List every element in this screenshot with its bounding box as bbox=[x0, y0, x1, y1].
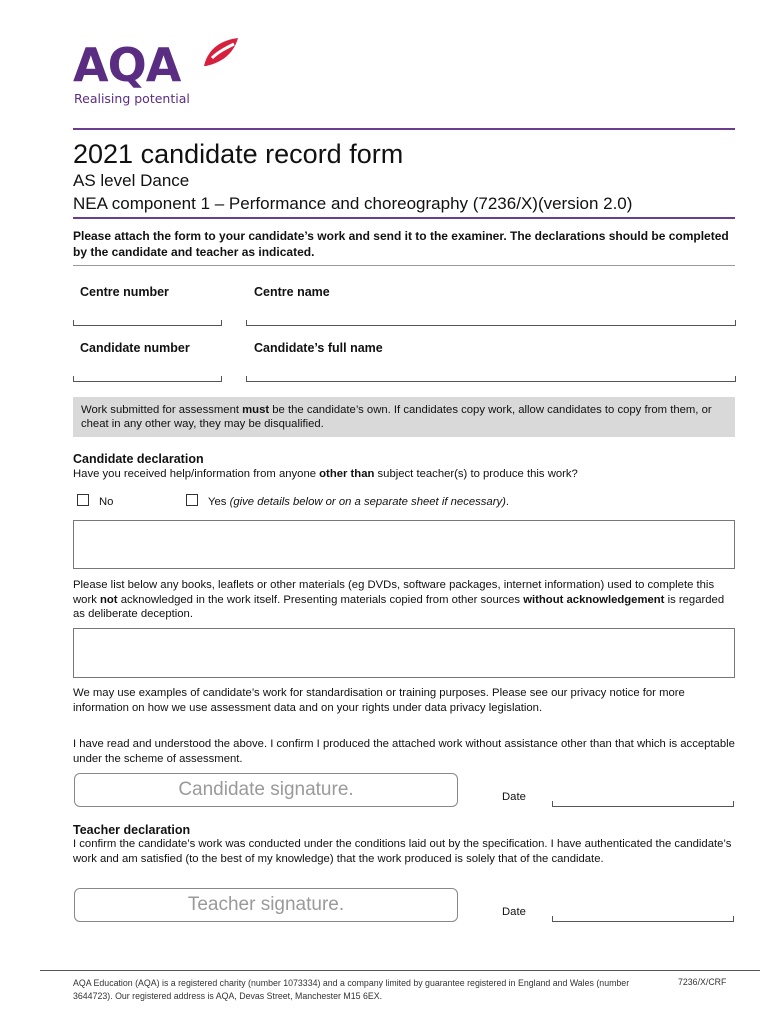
aqa-logo-text: AQA bbox=[73, 38, 181, 92]
instructions-rule bbox=[73, 265, 735, 266]
centre-name-label: Centre name bbox=[254, 285, 330, 299]
centre-number-field[interactable] bbox=[73, 320, 222, 326]
candidate-confirmation: I have read and understood the above. I confirm I produced the attached work without assistance other than that which is acceptable under the scheme of assessment. bbox=[73, 738, 735, 765]
teacher-declaration-text: I confirm the candidate’s work was conducted under the conditions laid out by the specification. I have authenticated the candidate’s work and am satisfied (to the best of my knowledge) that the work produced is solely that of the candidate. bbox=[73, 838, 732, 865]
footer-form-code: 7236/X/CRF bbox=[678, 977, 727, 987]
candidate-declaration-heading: Candidate declaration bbox=[73, 452, 204, 466]
candidate-name-field[interactable] bbox=[246, 376, 736, 382]
candidate-date-field[interactable] bbox=[552, 801, 734, 807]
help-question bbox=[73, 467, 735, 482]
help-question-text-1: Have you received help/information from anyone bbox=[73, 468, 320, 480]
header-bottom-rule bbox=[73, 217, 735, 219]
teacher-signature-field[interactable]: Teacher signature. bbox=[74, 888, 458, 922]
help-question-bold: other than bbox=[319, 468, 375, 480]
form-instructions: Please attach the form to your candidate’s work and send it to the examiner. The declarations should be completed by the candidate and teacher as indicated. bbox=[73, 229, 729, 259]
help-details-textbox[interactable] bbox=[73, 520, 735, 569]
help-question-text-2: subject teacher(s) to produce this work? bbox=[374, 468, 578, 480]
yes-option-end: . bbox=[505, 496, 510, 508]
candidate-date-label: Date bbox=[502, 791, 526, 803]
materials-textbox[interactable] bbox=[73, 628, 735, 678]
centre-number-label: Centre number bbox=[80, 285, 169, 299]
materials-instructions bbox=[73, 578, 735, 622]
materials-text-2: acknowledged in the work itself. Presenting materials copied from other sources bbox=[117, 593, 524, 606]
form-subtitle-component: NEA component 1 – Performance and choreography (7236/X)(version 2.0) bbox=[73, 194, 633, 213]
notice-text-1: Work submitted for assessment bbox=[81, 404, 243, 416]
yes-option-note: (give details below or on a separate sheet if necessary) bbox=[229, 496, 506, 508]
yes-checkbox[interactable] bbox=[186, 494, 198, 506]
materials-bold-1: not bbox=[100, 593, 118, 606]
candidate-number-label: Candidate number bbox=[80, 341, 190, 355]
teacher-date-field[interactable] bbox=[552, 916, 734, 922]
logo-tagline: Realising potential bbox=[74, 91, 190, 106]
malpractice-notice bbox=[73, 397, 735, 437]
yes-option-label bbox=[208, 495, 728, 510]
candidate-number-field[interactable] bbox=[73, 376, 222, 382]
form-subtitle-qualification: AS level Dance bbox=[73, 171, 190, 190]
privacy-statement: We may use examples of candidate’s work for standardisation or training purposes. Please see our privacy notice for more information on how we use assessment data and on your rights under data privacy legislation. bbox=[73, 687, 685, 714]
header-top-rule bbox=[73, 128, 735, 130]
no-checkbox[interactable] bbox=[77, 494, 89, 506]
no-option-label: No bbox=[99, 496, 114, 508]
candidate-name-label: Candidate’s full name bbox=[254, 341, 383, 355]
materials-text-1: Please list below any books, leaflets or other materials (eg DVDs, software packages, internet information) used to complete this work bbox=[73, 579, 715, 606]
yes-option-text: Yes bbox=[208, 496, 230, 508]
teacher-declaration-heading: Teacher declaration bbox=[73, 823, 191, 837]
materials-bold-2: without acknowledgement bbox=[523, 593, 665, 606]
notice-text-bold: must bbox=[242, 404, 270, 416]
footer-legal-text: AQA Education (AQA) is a registered charity (number 1073334) and a company limited by guarantee registered in England and Wales (number 3644723). Our registered address is AQA, Devas Street, Manchester M15 6EX. bbox=[73, 978, 630, 1001]
form-title: 2021 candidate record form bbox=[73, 139, 404, 169]
notice-text-2: be the candidate’s own. If candidates copy work, allow candidates to copy from them, or cheat in any other way, they may be disqualified. bbox=[81, 404, 712, 430]
aqa-logo-mark-icon bbox=[198, 36, 240, 75]
materials-text-3: is regarded as deliberate deception. bbox=[73, 593, 725, 620]
candidate-signature-field[interactable]: Candidate signature. bbox=[74, 773, 458, 807]
footer-rule bbox=[40, 970, 760, 971]
centre-name-field[interactable] bbox=[246, 320, 736, 326]
teacher-date-label: Date bbox=[502, 906, 526, 918]
